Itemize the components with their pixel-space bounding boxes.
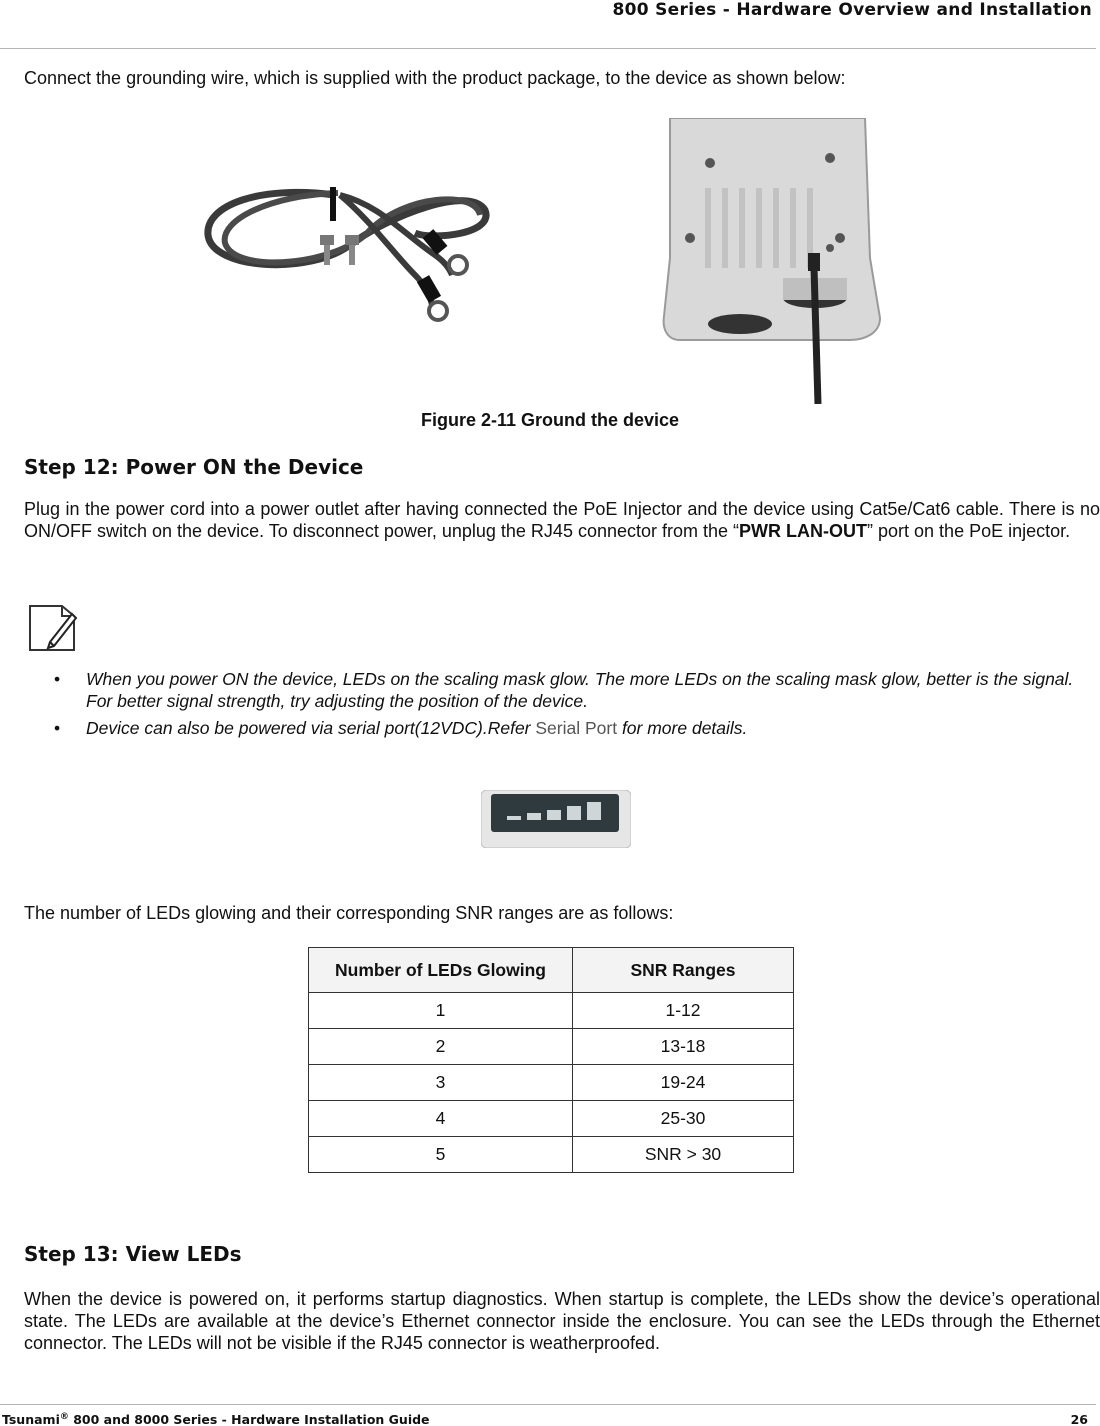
note-pencil-icon [26,600,82,656]
step13-body: When the device is powered on, it performs startup diagnostics. When startup is complete, the LEDs show the device’s operational state. The LEDs are available at the device’s Ethernet connector inside the enclosure. You can see the LEDs through the Ethernet connector. The LEDs will not be visible if the RJ45 connector is weatherproofed. [24,1289,1100,1353]
table-row [309,993,794,1029]
note-item-2 [54,717,1084,739]
table-cell: 5 [309,1137,573,1173]
page-number: 26 [1070,1412,1088,1426]
step13-heading: Step 13: View LEDs [24,1242,242,1266]
table-cell: 4 [309,1101,573,1137]
table-header-snr: SNR Ranges [573,948,794,993]
page-header-title: 800 Series - Hardware Overview and Installation [612,0,1092,20]
table-cell: 25-30 [573,1101,794,1137]
bullet: • [54,669,61,689]
table-header-row [309,948,794,993]
note-list [54,668,1084,744]
table-cell: 3 [309,1065,573,1101]
serial-port-link[interactable]: Serial Port [535,718,618,738]
intro-text: Connect the grounding wire, which is supplied with the product package, to the device as shown below: [24,68,846,88]
grounding-cable-image [200,165,490,325]
table-cell: 2 [309,1029,573,1065]
note-item-1-text: When you power ON the device, LEDs on the scaling mask glow. The more LEDs on the scaling mask glow, better is the signal. For better signal strength, try adjusting the position of the device. [86,669,1074,711]
footer-guide-name: 800 and 8000 Series - Hardware Installation Guide [68,1412,430,1426]
table-row [309,1065,794,1101]
note-item-1 [54,668,1084,712]
snr-table [308,947,794,1173]
bullet: • [54,718,61,738]
step12-heading: Step 12: Power ON the Device [24,455,364,479]
table-cell: 19-24 [573,1065,794,1101]
note-item-2-suffix: for more details. [617,718,748,738]
step12-body-suffix: ” port on the PoE injector. [867,521,1071,541]
table-row [309,1137,794,1173]
table-cell: 1 [309,993,573,1029]
footer-rule [0,1404,1096,1405]
table-row [309,1029,794,1065]
table-cell: 1-12 [573,993,794,1029]
led-scaling-mask-image [481,790,631,848]
leds-intro-text: The number of LEDs glowing and their corresponding SNR ranges are as follows: [24,903,674,923]
footer-brand: Tsunami [2,1412,60,1426]
step12-body [24,498,1100,542]
table-row [309,1101,794,1137]
figure-caption: Figure 2-11 Ground the device [420,410,680,430]
step12-body-prefix: Plug in the power cord into a power outlet after having connected the PoE Injector and the device using Cat5e/Cat6 cable. There is no ON/OFF switch on the device. To disconnect power, unplug the RJ45 connector from the “ [24,499,1100,541]
table-cell: 13-18 [573,1029,794,1065]
registered-mark: ® [59,1412,69,1422]
table-cell: SNR > 30 [573,1137,794,1173]
table-header-leds: Number of LEDs Glowing [309,948,573,993]
device-grounded-image [660,118,882,404]
note-item-2-prefix: Device can also be powered via serial port(12VDC).Refer [86,718,536,738]
header-rule [0,48,1096,49]
step12-body-bold: PWR LAN-OUT [739,521,868,541]
footer-title [2,1412,430,1426]
